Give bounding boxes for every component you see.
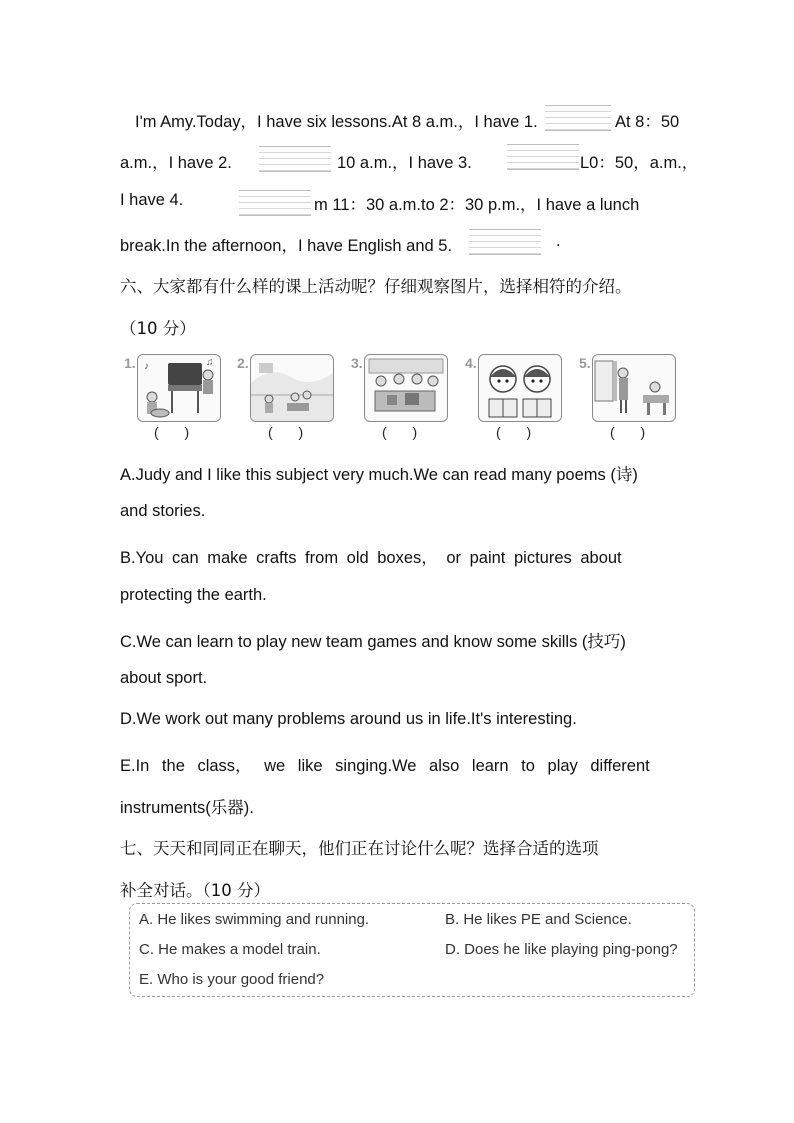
picture-5-number: 5. [579,355,591,371]
svg-text:♫: ♫ [206,357,214,368]
dialogue-option-a: A. He likes swimming and running. [139,911,370,928]
passage-line-4a: break.In the afternoon，I have English and 5. [120,237,453,255]
picture-1-number: 1. [124,355,136,371]
passage-line-2a: a.m.，I have 2. [120,154,232,172]
passage-line-3a: I have 4. [120,191,184,209]
dialogue-option-b: B. He likes PE and Science. [445,911,632,928]
passage-line-2c: L0：50，a.m.， [580,154,699,172]
answer-paren-3[interactable]: ( ) [382,424,418,440]
option-e-line-1: E.In the class， we like singing.We also learn to play different [120,757,650,775]
section-7-title-line-2: 补全对话。（10 分） [120,881,270,900]
passage-line-4b: . [556,232,561,250]
option-c-line-2: about sport. [120,669,208,687]
passage-line-1a: I'm Amy.Today，I have six lessons.At 8 a.m.，I have 1. [135,113,538,131]
crafts-class-icon [364,354,448,422]
option-b-line-2: protecting the earth. [120,586,267,604]
answer-blank-5[interactable] [469,229,541,255]
passage-line-1b: At 8：50 [615,113,680,131]
passage-line-3b: m 11：30 a.m.to 2：30 p.m.，I have a lunch [314,196,640,214]
dialogue-option-e: E. Who is your good friend? [139,971,325,988]
option-c-line-1: C.We can learn to play new team games and know some skills (技巧) [120,633,626,651]
answer-paren-1[interactable]: ( ) [154,424,190,440]
answer-blank-3[interactable] [507,144,579,170]
answer-blank-4[interactable] [239,190,311,216]
outdoor-class-icon [250,354,334,422]
svg-text:♪: ♪ [144,361,149,372]
option-e-line-2: instruments(乐器). [120,799,254,817]
reading-girls-icon [478,354,562,422]
answer-blank-1[interactable] [545,105,611,131]
dialogue-option-d: D. Does he like playing ping-pong? [445,941,678,958]
picture-4-number: 4. [465,355,477,371]
passage-line-2b: 10 a.m.，I have 3. [337,154,472,172]
picture-3-number: 3. [351,355,363,371]
dialogue-option-c: C. He makes a model train. [139,941,321,958]
picture-2-number: 2. [237,355,249,371]
answer-paren-5[interactable]: ( ) [610,424,646,440]
section-7-title-line-1: 七、天天和同同正在聊天，他们正在讨论什么呢？选择合适的选项 [120,839,599,858]
teacher-board-icon [592,354,676,422]
options-box [129,903,695,997]
answer-paren-4[interactable]: ( ) [496,424,532,440]
option-a-line-1: A.Judy and I like this subject very much.We can read many poems (诗) [120,466,638,484]
option-b-line-1: B.You can make crafts from old boxes， or paint pictures about [120,549,622,567]
section-6-score: （10 分） [120,319,196,338]
answer-blank-2[interactable] [259,146,331,172]
music-class-icon [137,354,221,422]
option-d-line-1: D.We work out many problems around us in life.It's interesting. [120,710,577,728]
option-a-line-2: and stories. [120,502,206,520]
section-6-title: 六、大家都有什么样的课上活动呢？仔细观察图片，选择相符的介绍。 [120,277,632,296]
answer-paren-2[interactable]: ( ) [268,424,304,440]
